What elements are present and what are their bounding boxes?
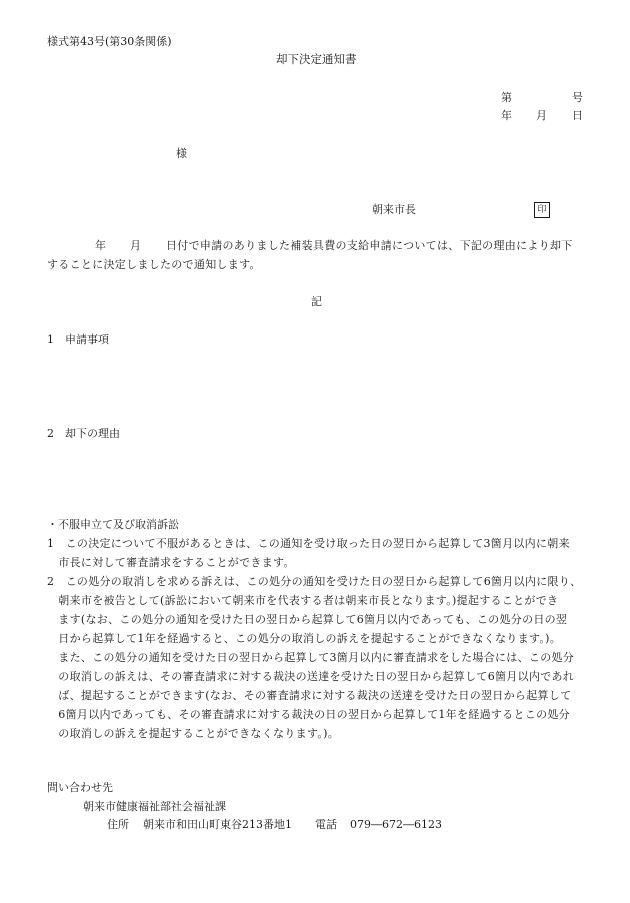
intro-month: 月 — [130, 239, 141, 252]
appeal-line: の取消しの訴えは、その審査請求に対する裁決の送達を受けた日の翌日から起算して6箇月以内であれ — [47, 670, 575, 683]
date-month: 月 — [536, 109, 547, 122]
section-rejection-reason: 2 却下の理由 — [47, 427, 120, 440]
appeal-heading: ・不服申立て及び取消訴訟 — [47, 518, 179, 531]
contact-heading: 問い合わせ先 — [47, 781, 113, 794]
reference-number-suffix: 号 — [572, 91, 583, 104]
intro-line-1: 日付で申請のありました補装具費の支給申請については、下記の理由により却下 — [166, 239, 573, 252]
appeal-line: の取消しの訴えを提起することができなくなります。)。 — [47, 727, 340, 740]
contact-address-label: 住所 — [107, 818, 129, 831]
appeal-line: 6箇月以内であっても、その審査請求に対する裁決の日の翌日から起算して1年を経過するとこの処分 — [47, 708, 570, 721]
appeal-line: 2 この処分の取消しを求める訴えは、この処分の通知を受けた日の翌日から起算して6箇月以内に限り、 — [47, 575, 582, 588]
sender-name: 朝来市長 — [372, 203, 416, 216]
ki-heading: 記 — [311, 295, 322, 308]
date-year: 年 — [501, 109, 512, 122]
appeal-line: ば、提起することができます(なお、その審査請求に対する裁決の送達を受けた日の翌日から起算して — [47, 689, 572, 702]
appeal-line: 市長に対して審査請求をすることができます。 — [47, 556, 295, 569]
contact-phone-label: 電話 — [315, 818, 337, 831]
document-title: 却下決定通知書 — [276, 52, 357, 66]
form-number: 様式第43号(第30条関係) — [47, 35, 172, 48]
intro-year: 年 — [95, 239, 106, 252]
appeal-line: ます(なお、この処分の通知を受けた日の翌日から起算して6箇月以内であっても、この処分の日の翌 — [47, 613, 568, 626]
appeal-line: 1 この決定について不服があるときは、この通知を受け取った日の翌日から起算して3箇月以内に朝来 — [47, 537, 570, 550]
contact-department: 朝来市健康福祉部社会福祉課 — [83, 800, 226, 813]
appeal-line: また、この処分の通知を受けた日の翌日から起算して3箇月以内に審査請求をした場合には、この処分 — [47, 651, 575, 664]
reference-number-prefix: 第 — [501, 91, 512, 104]
intro-line-2: することに決定しましたので通知します。 — [47, 258, 261, 271]
contact-phone: 079―672―6123 — [350, 818, 442, 831]
appeal-line: 朝来市を被告として(訴訟において朝来市を代表する者は朝来市長となります。)提起することができ — [47, 594, 559, 607]
date-day: 日 — [572, 109, 583, 122]
section-application-items: 1 申請事項 — [47, 333, 109, 346]
contact-address: 朝来市和田山町東谷213番地1 — [143, 818, 292, 831]
appeal-line: 日から起算して1年を経過すると、この処分の取消しの訴えを提起することができなくなります。)。 — [47, 632, 562, 645]
seal-mark: 印 — [534, 202, 550, 218]
addressee-suffix: 様 — [176, 147, 187, 160]
